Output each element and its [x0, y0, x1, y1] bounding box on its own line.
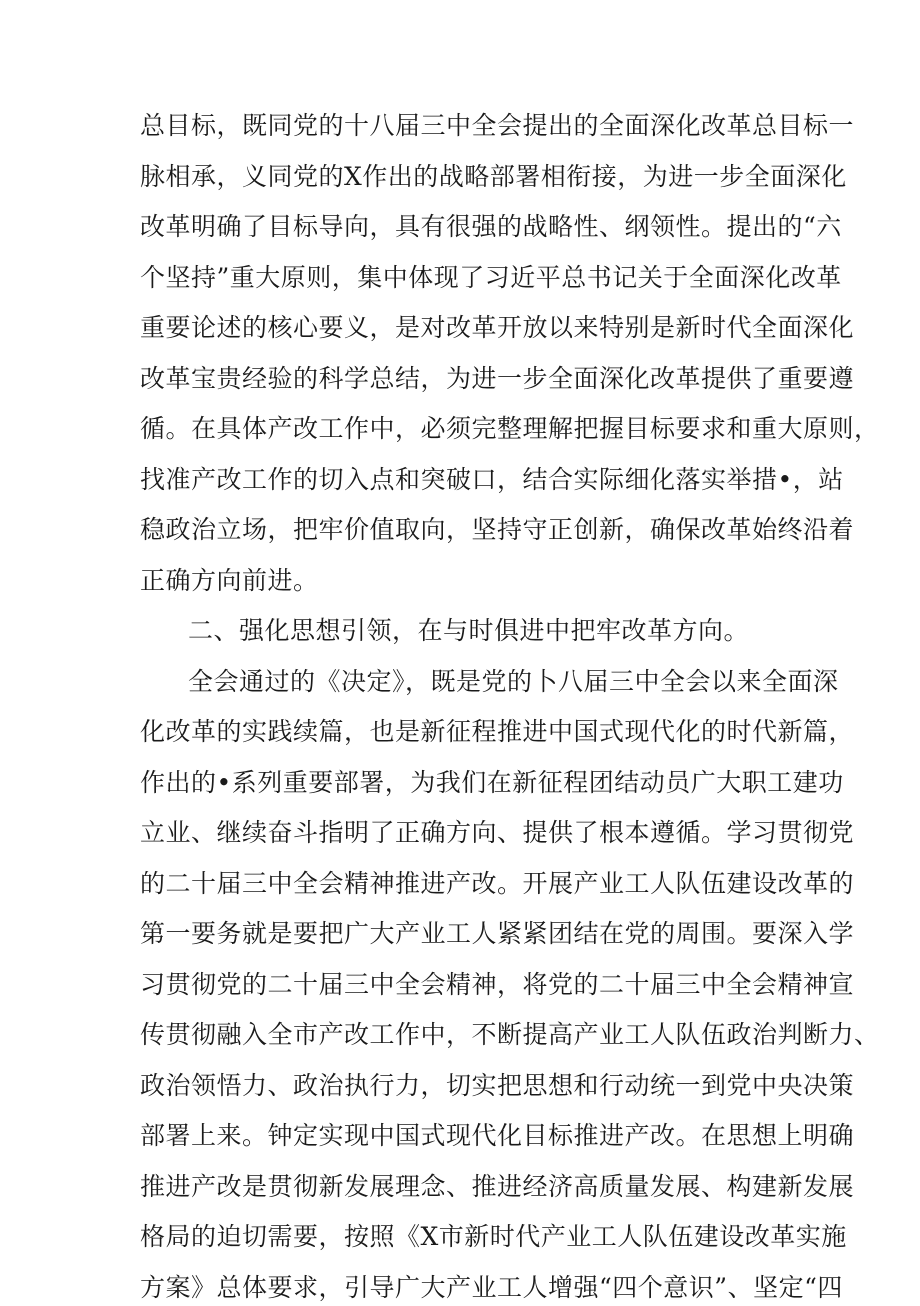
text-line-19: 传贯彻融入全市产改工作中，不断提高产业工人队伍政治判断力、 [140, 1020, 880, 1049]
text-line-22: 推进产改是贯彻新发展理念、推进经济高质量发展、构建新发展 [140, 1171, 855, 1201]
text-line-10: 正确方向前进。 [140, 565, 319, 595]
text-line-24: 方案》总体要求，引导广大产业工人增强“四个意识”、坚定“四 [140, 1272, 843, 1302]
text-line-2: 脉相承，义同党的X作出的战略部署相衔接，为进一步全面深化 [140, 161, 847, 191]
text-line-7: 循。在具体产改工作中，必须完整理解把握目标要求和重大原则， [140, 414, 880, 443]
text-line-20: 政治领悟力、政治执行力，切实把思想和行动统一到党中央决策 [140, 1070, 855, 1100]
section-heading: 二、强化思想引领，在与时俱进中把牢改革方向。 [188, 616, 750, 645]
text-line-23: 格局的迫切需要，按照《X市新时代产业工人队伍建设改革实施 [140, 1222, 847, 1251]
text-line-14: 作出的•系列重要部署，为我们在新征程团结动员广大职工建功 [140, 767, 844, 797]
text-line-3: 改革明确了目标导向，具有很强的战略性、纲领性。提出的“六 [140, 212, 842, 241]
text-line-18: 习贯彻党的二十届三中全会精神，将党的二十届三中全会精神宣 [140, 969, 855, 999]
text-line-13: 化改革的实践续篇，也是新征程推进中国式现代化的时代新篇， [140, 717, 855, 746]
text-line-9: 稳政治立场，把牢价值取向，坚持守正创新，确保改革始终沿着 [140, 515, 855, 544]
text-line-12: 全会通过的《决定》，既是党的卜八届三中全会以来全面深 [188, 666, 839, 696]
text-line-21: 部署上来。钟定实现中国式现代化目标推进产改。在思想上明确 [140, 1121, 855, 1150]
text-line-1: 总目标，既同党的十八届三中全会提出的全面深化改革总目标一 [140, 111, 855, 140]
text-line-4: 个坚持”重大原则，集中体现了习近平总书记关于全面深化改革 [140, 262, 842, 292]
text-line-6: 改革宝贵经验的科学总结，为进一步全面深化改革提供了重要遵 [140, 363, 855, 393]
text-line-17: 第一要务就是要把广大产业工人紧紧团结在党的周围。要深入学 [140, 919, 855, 948]
text-line-16: 的二十届三中全会精神推进产改。开展产业工人队伍建设改革的 [140, 868, 855, 898]
text-line-5: 重要论述的核心要义，是对改革开放以来特别是新时代全面深化 [140, 313, 855, 342]
text-line-8: 找准产改工作的切入点和突破口，结合实际细化落实举措•，站 [140, 464, 844, 494]
text-line-15: 立业、继续奋斗指明了正确方向、提供了根本遵循。学习贯彻党 [140, 818, 855, 847]
